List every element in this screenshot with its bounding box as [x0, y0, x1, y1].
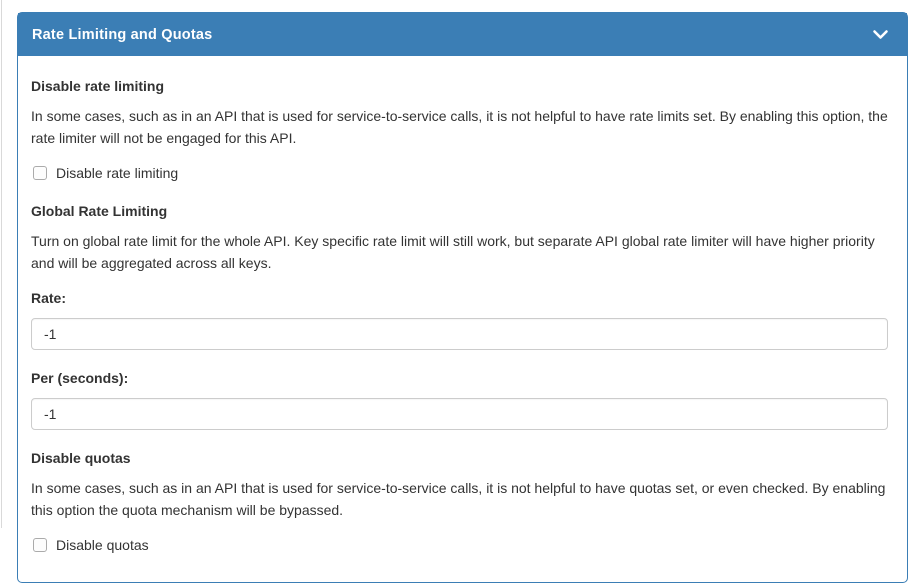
disable-rate-limiting-checkbox-row: [31, 162, 888, 184]
disable-rate-limiting-checkbox-label[interactable]: Disable rate limiting: [56, 165, 179, 181]
disable-rate-limiting-checkbox[interactable]: [33, 166, 47, 180]
panel-body: [18, 56, 907, 582]
rate-field-label: Rate:: [31, 290, 67, 306]
disable-quotas-checkbox[interactable]: [33, 538, 47, 552]
page-left-divider: [1, 0, 2, 528]
rate-limiting-quotas-panel: [17, 12, 908, 583]
disable-quotas-checkbox-label[interactable]: Disable quotas: [56, 537, 149, 553]
disable-rate-limiting-description: In some cases, such as in an API that is used for service-to-service calls, it is not helpful to have rate limits set. By enabling this option, the rate limiter will not be engaged for this API.: [31, 108, 888, 146]
per-seconds-field-label: Per (seconds):: [31, 370, 129, 386]
global-rate-limiting-description: Turn on global rate limit for the whole API. Key specific rate limit will still work, but separate API global rate limiter will have higher priority and will be aggregated across all keys.: [31, 233, 875, 271]
rate-input[interactable]: [31, 318, 888, 350]
panel-title: Rate Limiting and Quotas: [32, 26, 213, 43]
disable-rate-limiting-heading: Disable rate limiting: [31, 78, 165, 94]
disable-quotas-description: In some cases, such as in an API that is used for service-to-service calls, it is not helpful to have quotas set, or even checked. By enabling this option the quota mechanism will be bypassed.: [31, 480, 886, 518]
per-seconds-input[interactable]: [31, 398, 888, 430]
chevron-down-icon[interactable]: [872, 27, 888, 43]
global-rate-limiting-heading: Global Rate Limiting: [31, 203, 168, 219]
panel-header-rate-limiting-and-quotas[interactable]: [18, 13, 907, 56]
disable-quotas-heading: Disable quotas: [31, 450, 131, 466]
disable-quotas-checkbox-row: [31, 534, 888, 556]
